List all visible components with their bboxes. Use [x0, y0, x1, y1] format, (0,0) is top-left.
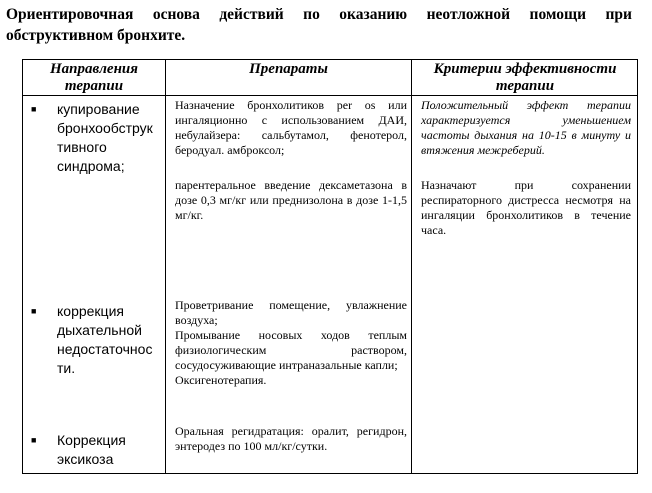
criteria-block-effect: Положительный эффект терапии характеризуется уменьшением частоты дыхания на 10-15 в минуту и втяжения межреберий.: [421, 98, 631, 157]
direction-line: недостаточнос: [57, 341, 153, 357]
drugs-line: Проветривание помещение, увлажнение воздуха;: [175, 298, 407, 327]
drugs-line: Промывание носовых ходов теплым физиологическим раствором, сосудосуживающие интраназальные капли;: [175, 328, 407, 372]
drugs-line: Оксигенотерапия.: [175, 373, 267, 387]
header-drugs: Препараты: [249, 61, 328, 77]
direction-text: [57, 431, 126, 469]
header-directions: [23, 61, 165, 95]
direction-text: [57, 302, 152, 378]
header-criteria-line: Критерии эффективности: [433, 61, 617, 77]
bullet-icon: ■: [31, 104, 37, 114]
header-divider: [23, 95, 637, 96]
direction-line: Коррекция: [57, 432, 126, 448]
drugs-block-rehydration: Оральная регидратация: оралит, регидрон, энтеродез по 100 мл/кг/сутки.: [175, 424, 407, 453]
direction-line: бронхообструк: [57, 120, 153, 136]
direction-line: купирование: [57, 101, 140, 117]
criteria-block-prescribe: Назначают при сохранении респираторного дистресса несмотря на ингаляции бронхолитиков в течение часа.: [421, 178, 631, 237]
direction-line: тивного: [57, 139, 107, 155]
bullet-icon: ■: [31, 435, 37, 445]
document-title: Ориентировочная основа действий по оказанию неотложной помощи при обструктивном бронхите.: [6, 6, 632, 44]
column-divider: [411, 60, 412, 473]
bullet-icon: ■: [31, 306, 37, 316]
header-criteria: [412, 61, 638, 95]
therapy-table: [22, 59, 638, 474]
direction-line: эксикоза: [57, 451, 114, 467]
drugs-block-respiratory: [175, 298, 407, 388]
header-criteria-line: терапии: [495, 78, 555, 94]
drugs-block-bronchodilators: Назначение бронхолитиков per os или ингаляционно с использованием ДАИ, небулайзера: сальбутамол, фенотерол, беродуал. амброксол;: [175, 98, 407, 157]
drugs-block-corticosteroids: парентеральное введение дексаметазона в дозе 0,3 мг/кг или преднизолона в дозе 1-1,5 мг/кг.: [175, 178, 407, 222]
direction-line: ти.: [57, 360, 76, 376]
direction-line: дыхательной: [57, 322, 142, 338]
header-directions-line: терапии: [64, 78, 124, 94]
header-directions-line: Направления: [50, 61, 138, 77]
direction-line: коррекция: [57, 303, 124, 319]
column-divider: [165, 60, 166, 473]
direction-line: синдрома;: [57, 158, 125, 174]
direction-text: [57, 100, 153, 176]
